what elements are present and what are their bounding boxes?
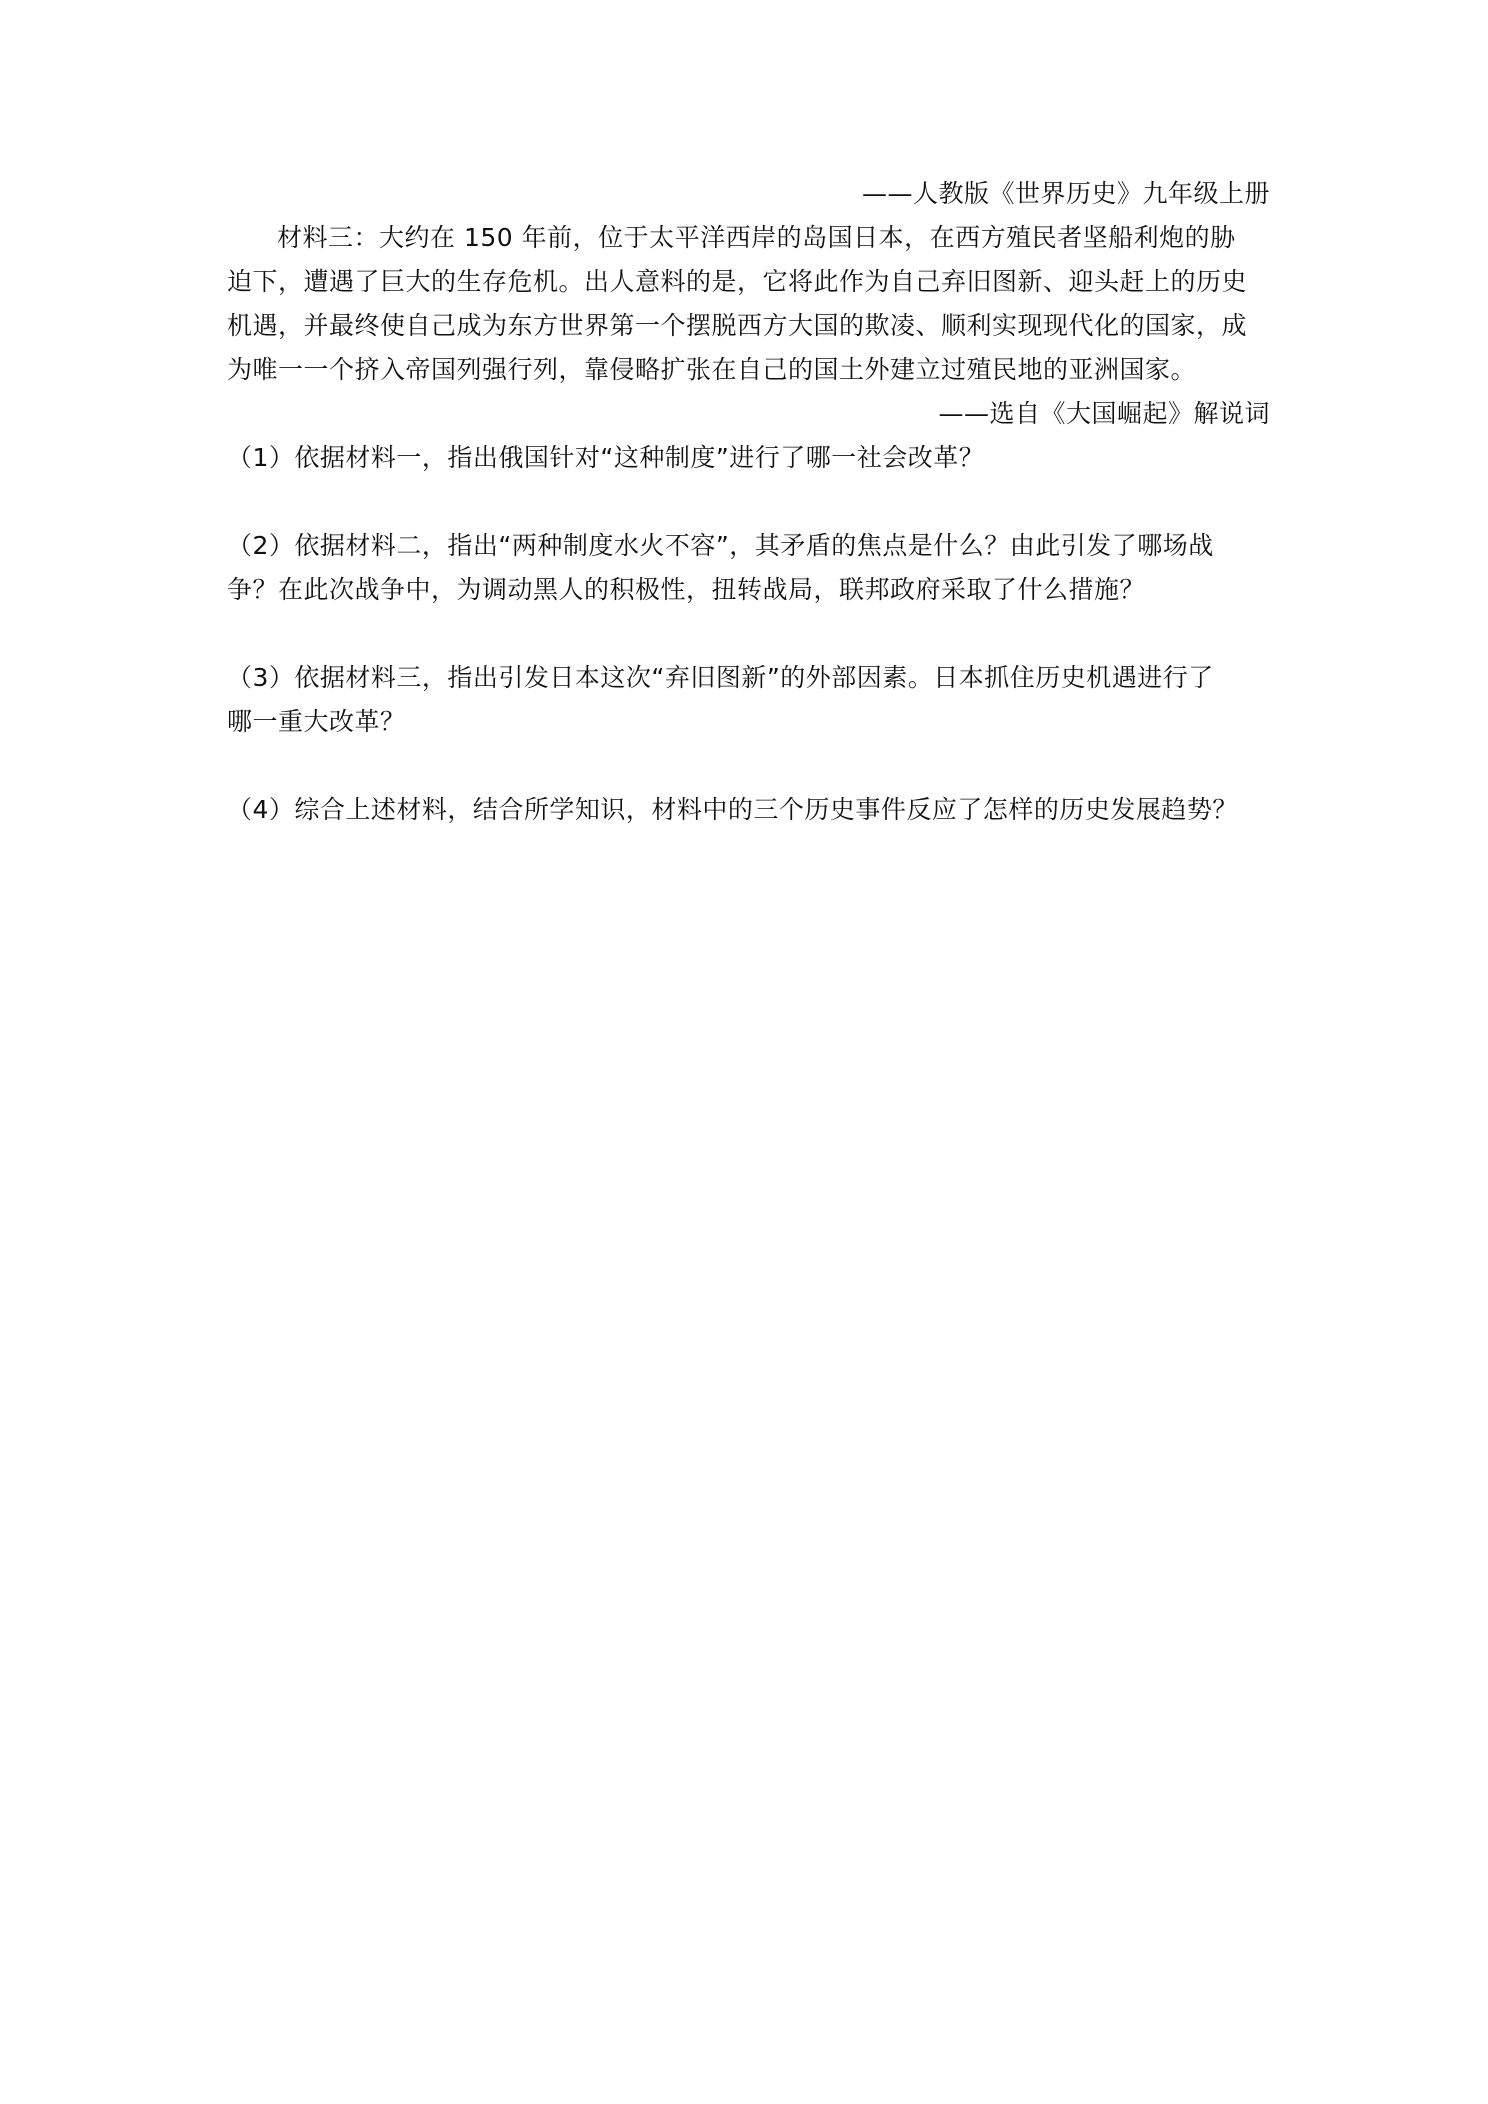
question-1-line: （1）依据材料一，指出俄国针对“这种制度”进行了哪一社会改革？ bbox=[227, 443, 985, 472]
material-3-line: 机遇，并最终使自己成为东方世界第一个摆脱西方大国的欺凌、顺利实现现代化的国家，成 bbox=[227, 311, 1248, 340]
material-2-source: ——人教版《世界历史》九年级上册 bbox=[861, 179, 1270, 208]
material-3-line: 迫下，遭遇了巨大的生存危机。出人意料的是，它将此作为自己弃旧图新、迎头赶上的历史 bbox=[227, 267, 1248, 296]
question-4-line: （4）综合上述材料，结合所学知识，材料中的三个历史事件反应了怎样的历史发展趋势？ bbox=[227, 795, 1238, 824]
question-3-line: 哪一重大改革？ bbox=[227, 707, 406, 736]
question-2-line: （2）依据材料二，指出“两种制度水火不容”，其矛盾的焦点是什么？由此引发了哪场战 bbox=[227, 531, 1214, 560]
answer-space bbox=[227, 480, 1270, 524]
question-3-line: （3）依据材料三，指出引发日本这次“弃旧图新”的外部因素。日本抓住历史机遇进行了 bbox=[227, 663, 1214, 692]
question-4 bbox=[227, 788, 1270, 832]
material-3 bbox=[227, 216, 1270, 436]
question-2 bbox=[227, 524, 1270, 612]
answer-space bbox=[227, 612, 1270, 656]
material-3-line: 为唯一一个挤入帝国列强行列，靠侵略扩张在自己的国土外建立过殖民地的亚洲国家。 bbox=[227, 355, 1197, 384]
question-3 bbox=[227, 656, 1270, 744]
material-3-source: ——选自《大国崛起》解说词 bbox=[938, 399, 1270, 428]
question-1 bbox=[227, 436, 1270, 480]
material-3-line: 材料三：大约在 150 年前，位于太平洋西岸的岛国日本，在西方殖民者坚船利炮的胁 bbox=[277, 223, 1236, 252]
answer-space bbox=[227, 744, 1270, 788]
exam-content bbox=[227, 172, 1270, 832]
question-2-line: 争？在此次战争中，为调动黑人的积极性，扭转战局，联邦政府采取了什么措施？ bbox=[227, 575, 1146, 604]
